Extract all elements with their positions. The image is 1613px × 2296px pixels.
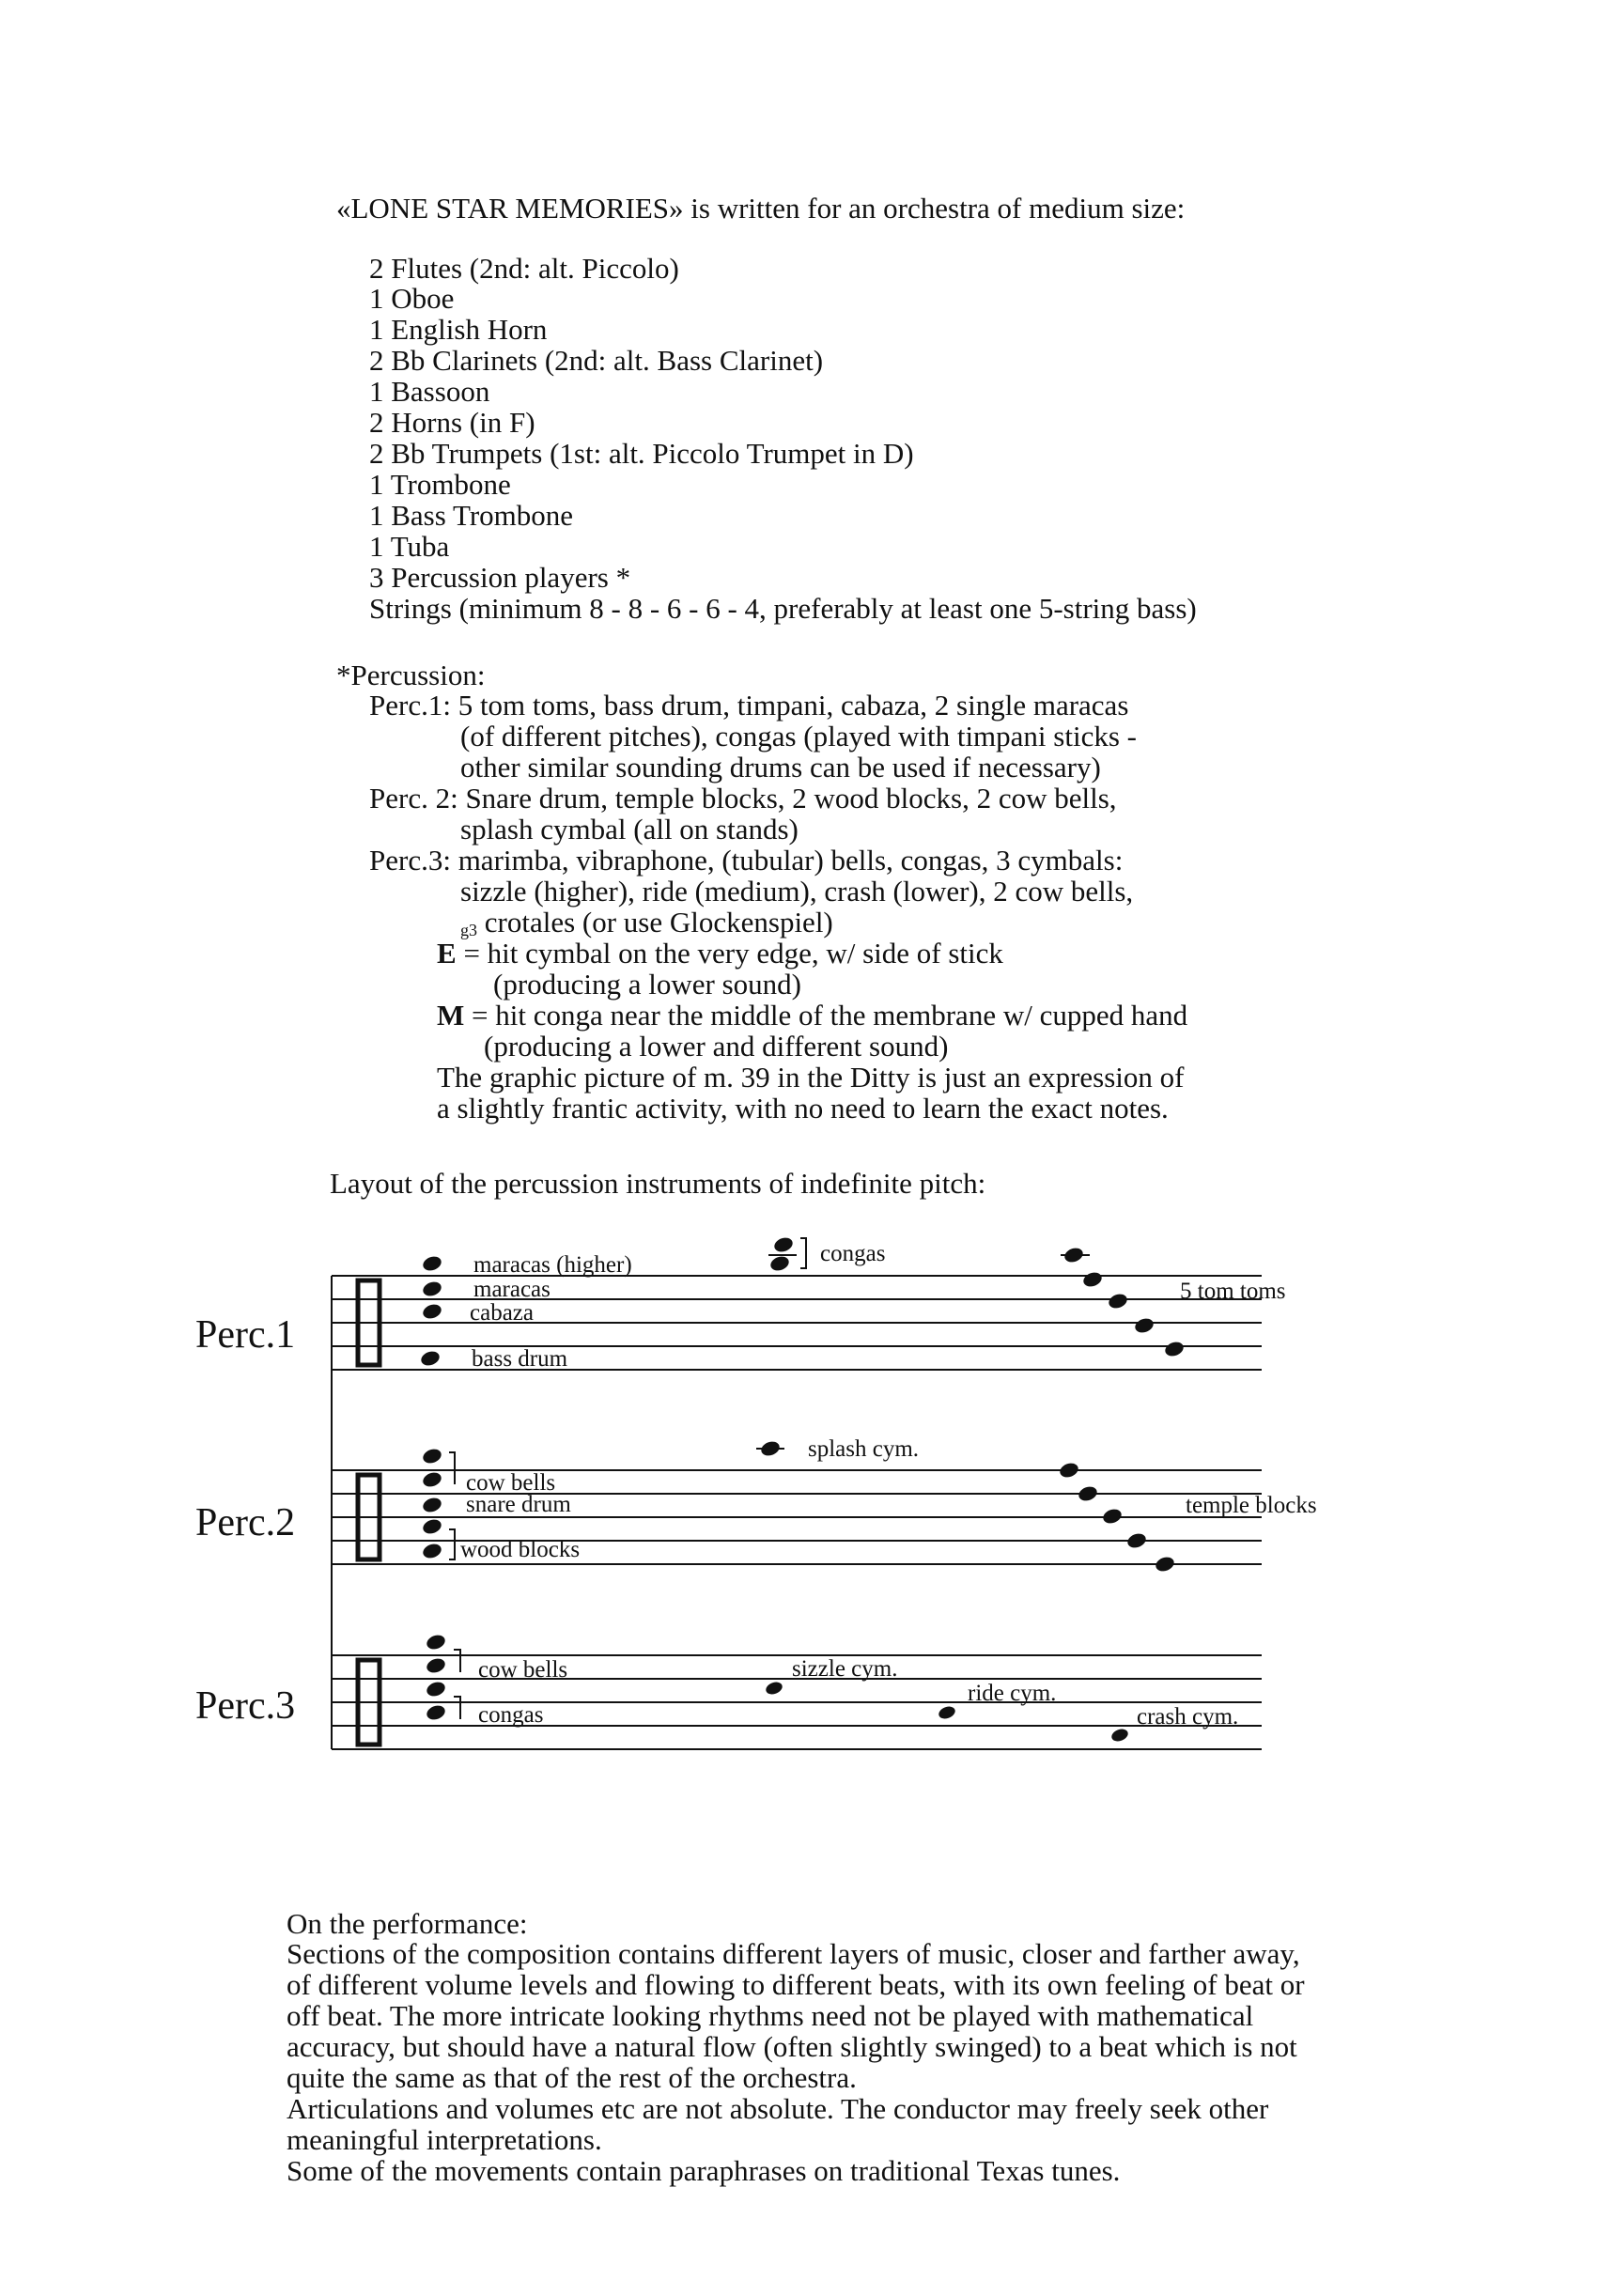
label-ride: ride cym.	[968, 1681, 1057, 1706]
instrument-item: 2 Horns (in F)	[369, 406, 535, 439]
perc1-label: Perc.1	[195, 1313, 296, 1357]
instrument-item: 1 Trombone	[369, 468, 511, 501]
label-maracas-higher: maracas (higher)	[473, 1252, 632, 1278]
perc3-line: Perc.3: marimba, vibraphone, (tubular) bells, congas, 3 cymbals:	[369, 844, 1124, 877]
note-p3-cowbell-high	[425, 1633, 447, 1652]
crotales-text: crotales (or use Glockenspiel)	[477, 906, 833, 939]
label-splash: splash cym.	[808, 1436, 920, 1462]
note-p3-cowbell-low	[425, 1656, 447, 1675]
perc3-label: Perc.3	[195, 1684, 296, 1728]
note-temple-3	[1101, 1507, 1124, 1526]
m-key: M	[437, 999, 465, 1032]
conga-bracket	[800, 1238, 806, 1268]
note-cowbell-low	[421, 1470, 443, 1489]
note-snare-drum	[421, 1496, 443, 1514]
note-bass-drum	[419, 1349, 442, 1368]
note-cowbell-high	[421, 1447, 443, 1466]
instrument-item: 2 Flutes (2nd: alt. Piccolo)	[369, 252, 679, 285]
instrument-item: 1 English Horn	[369, 313, 548, 346]
perc1-line: Perc.1: 5 tom toms, bass drum, timpani, cabaza, 2 single maracas	[369, 689, 1129, 721]
performance-line: Articulations and volumes etc are not absolute. The conductor may freely seek other	[287, 2092, 1269, 2125]
note-ride	[937, 1704, 956, 1720]
graphic-note: The graphic picture of m. 39 in the Ditty is just an expression of	[437, 1061, 1185, 1094]
note-maracas-higher	[421, 1254, 443, 1273]
crotales-pitch: g3	[460, 921, 477, 939]
layout-heading: Layout of the percussion instruments of indefinite pitch:	[330, 1167, 986, 1200]
note-p3-conga-high	[425, 1680, 447, 1699]
note-crash	[1109, 1727, 1129, 1743]
note-tom-2	[1081, 1270, 1104, 1289]
note-sizzle	[764, 1680, 783, 1696]
label-bass-drum: bass drum	[472, 1346, 568, 1372]
note-maracas	[421, 1280, 443, 1298]
performance-line: Some of the movements contain paraphrases on traditional Texas tunes.	[287, 2154, 1121, 2187]
instrument-item: 1 Bass Trombone	[369, 499, 574, 532]
performance-line: quite the same as that of the rest of the orchestra.	[287, 2061, 857, 2094]
label-cabaza: cabaza	[470, 1300, 534, 1326]
performance-line: off beat. The more intricate looking rhythms need not be played with mathematical	[287, 1999, 1254, 2032]
perc2-line: Perc. 2: Snare drum, temple blocks, 2 wood blocks, 2 cow bells,	[369, 782, 1117, 814]
cowbell-bracket	[449, 1452, 455, 1484]
percussion-heading: *Percussion:	[336, 659, 486, 691]
performance-line: of different volume levels and flowing to different beats, with its own feeling of beat or	[287, 1968, 1305, 2001]
label-tom-toms: 5 tom toms	[1180, 1279, 1286, 1304]
woodblock-bracket	[449, 1529, 455, 1559]
e-text: = hit cymbal on the very edge, w/ side of stick	[456, 937, 1003, 970]
instrument-item: 2 Bb Clarinets (2nd: alt. Bass Clarinet)	[369, 344, 824, 377]
perc2-line: splash cymbal (all on stands)	[460, 813, 799, 845]
label-congas: congas	[820, 1241, 886, 1266]
label-sizzle: sizzle cym.	[792, 1656, 898, 1682]
graphic-note: a slightly frantic activity, with no need to learn the exact notes.	[437, 1092, 1169, 1125]
e-key: E	[437, 937, 457, 970]
instrument-item: 1 Oboe	[369, 282, 455, 315]
m-text: = hit conga near the middle of the membrane w/ cupped hand	[464, 999, 1188, 1032]
label-snare-drum: snare drum	[466, 1492, 571, 1517]
e-cont: (producing a lower sound)	[493, 968, 801, 1001]
note-conga-low	[768, 1254, 791, 1273]
p3-conga-bracket	[454, 1697, 460, 1719]
note-temple-1	[1058, 1461, 1080, 1480]
note-conga-high	[772, 1235, 795, 1254]
label-cow-bells: cow bells	[466, 1470, 556, 1496]
perc1-line: (of different pitches), congas (played with timpani sticks -	[460, 720, 1137, 752]
label-p3-cow-bells: cow bells	[478, 1657, 568, 1683]
note-cabaza	[421, 1302, 443, 1321]
p3-cowbell-bracket	[454, 1650, 460, 1672]
m-cont: (producing a lower and different sound)	[484, 1030, 949, 1063]
note-woodblock-high	[421, 1517, 443, 1536]
label-p3-congas: congas	[478, 1702, 544, 1728]
note-tom-5	[1163, 1340, 1186, 1358]
note-p3-conga-low	[425, 1703, 447, 1722]
intro-text: «LONE STAR MEMORIES» is written for an orchestra of medium size:	[336, 192, 1186, 225]
note-woodblock-low	[421, 1542, 443, 1560]
note-tom-4	[1133, 1316, 1155, 1335]
label-maracas: maracas	[473, 1277, 551, 1302]
note-tom-3	[1107, 1292, 1129, 1311]
performance-heading: On the performance:	[287, 1907, 528, 1940]
instrument-item: Strings (minimum 8 - 8 - 6 - 6 - 4, preferably at least one 5-string bass)	[369, 592, 1197, 625]
perc2-label: Perc.2	[195, 1501, 296, 1544]
performance-line: accuracy, but should have a natural flow (often slightly swinged) to a beat which is not	[287, 2030, 1297, 2063]
instrument-item: 1 Tuba	[369, 530, 450, 563]
instrument-item: 1 Bassoon	[369, 375, 490, 408]
instrument-item: 2 Bb Trumpets (1st: alt. Piccolo Trumpet in D)	[369, 437, 914, 470]
perc1-line: other similar sounding drums can be used if necessary)	[460, 751, 1101, 783]
performance-line: Sections of the composition contains different layers of music, closer and farther away,	[287, 1937, 1300, 1970]
performance-line: meaningful interpretations.	[287, 2123, 602, 2156]
perc3-line: sizzle (higher), ride (medium), crash (lower), 2 cow bells,	[460, 875, 1134, 908]
label-crash: crash cym.	[1137, 1704, 1239, 1730]
note-temple-2	[1077, 1484, 1099, 1503]
label-temple-blocks: temple blocks	[1186, 1493, 1317, 1518]
note-temple-5	[1154, 1555, 1176, 1574]
note-temple-4	[1125, 1531, 1148, 1550]
label-wood-blocks: wood blocks	[460, 1537, 581, 1562]
instrument-item: 3 Percussion players *	[369, 561, 631, 594]
